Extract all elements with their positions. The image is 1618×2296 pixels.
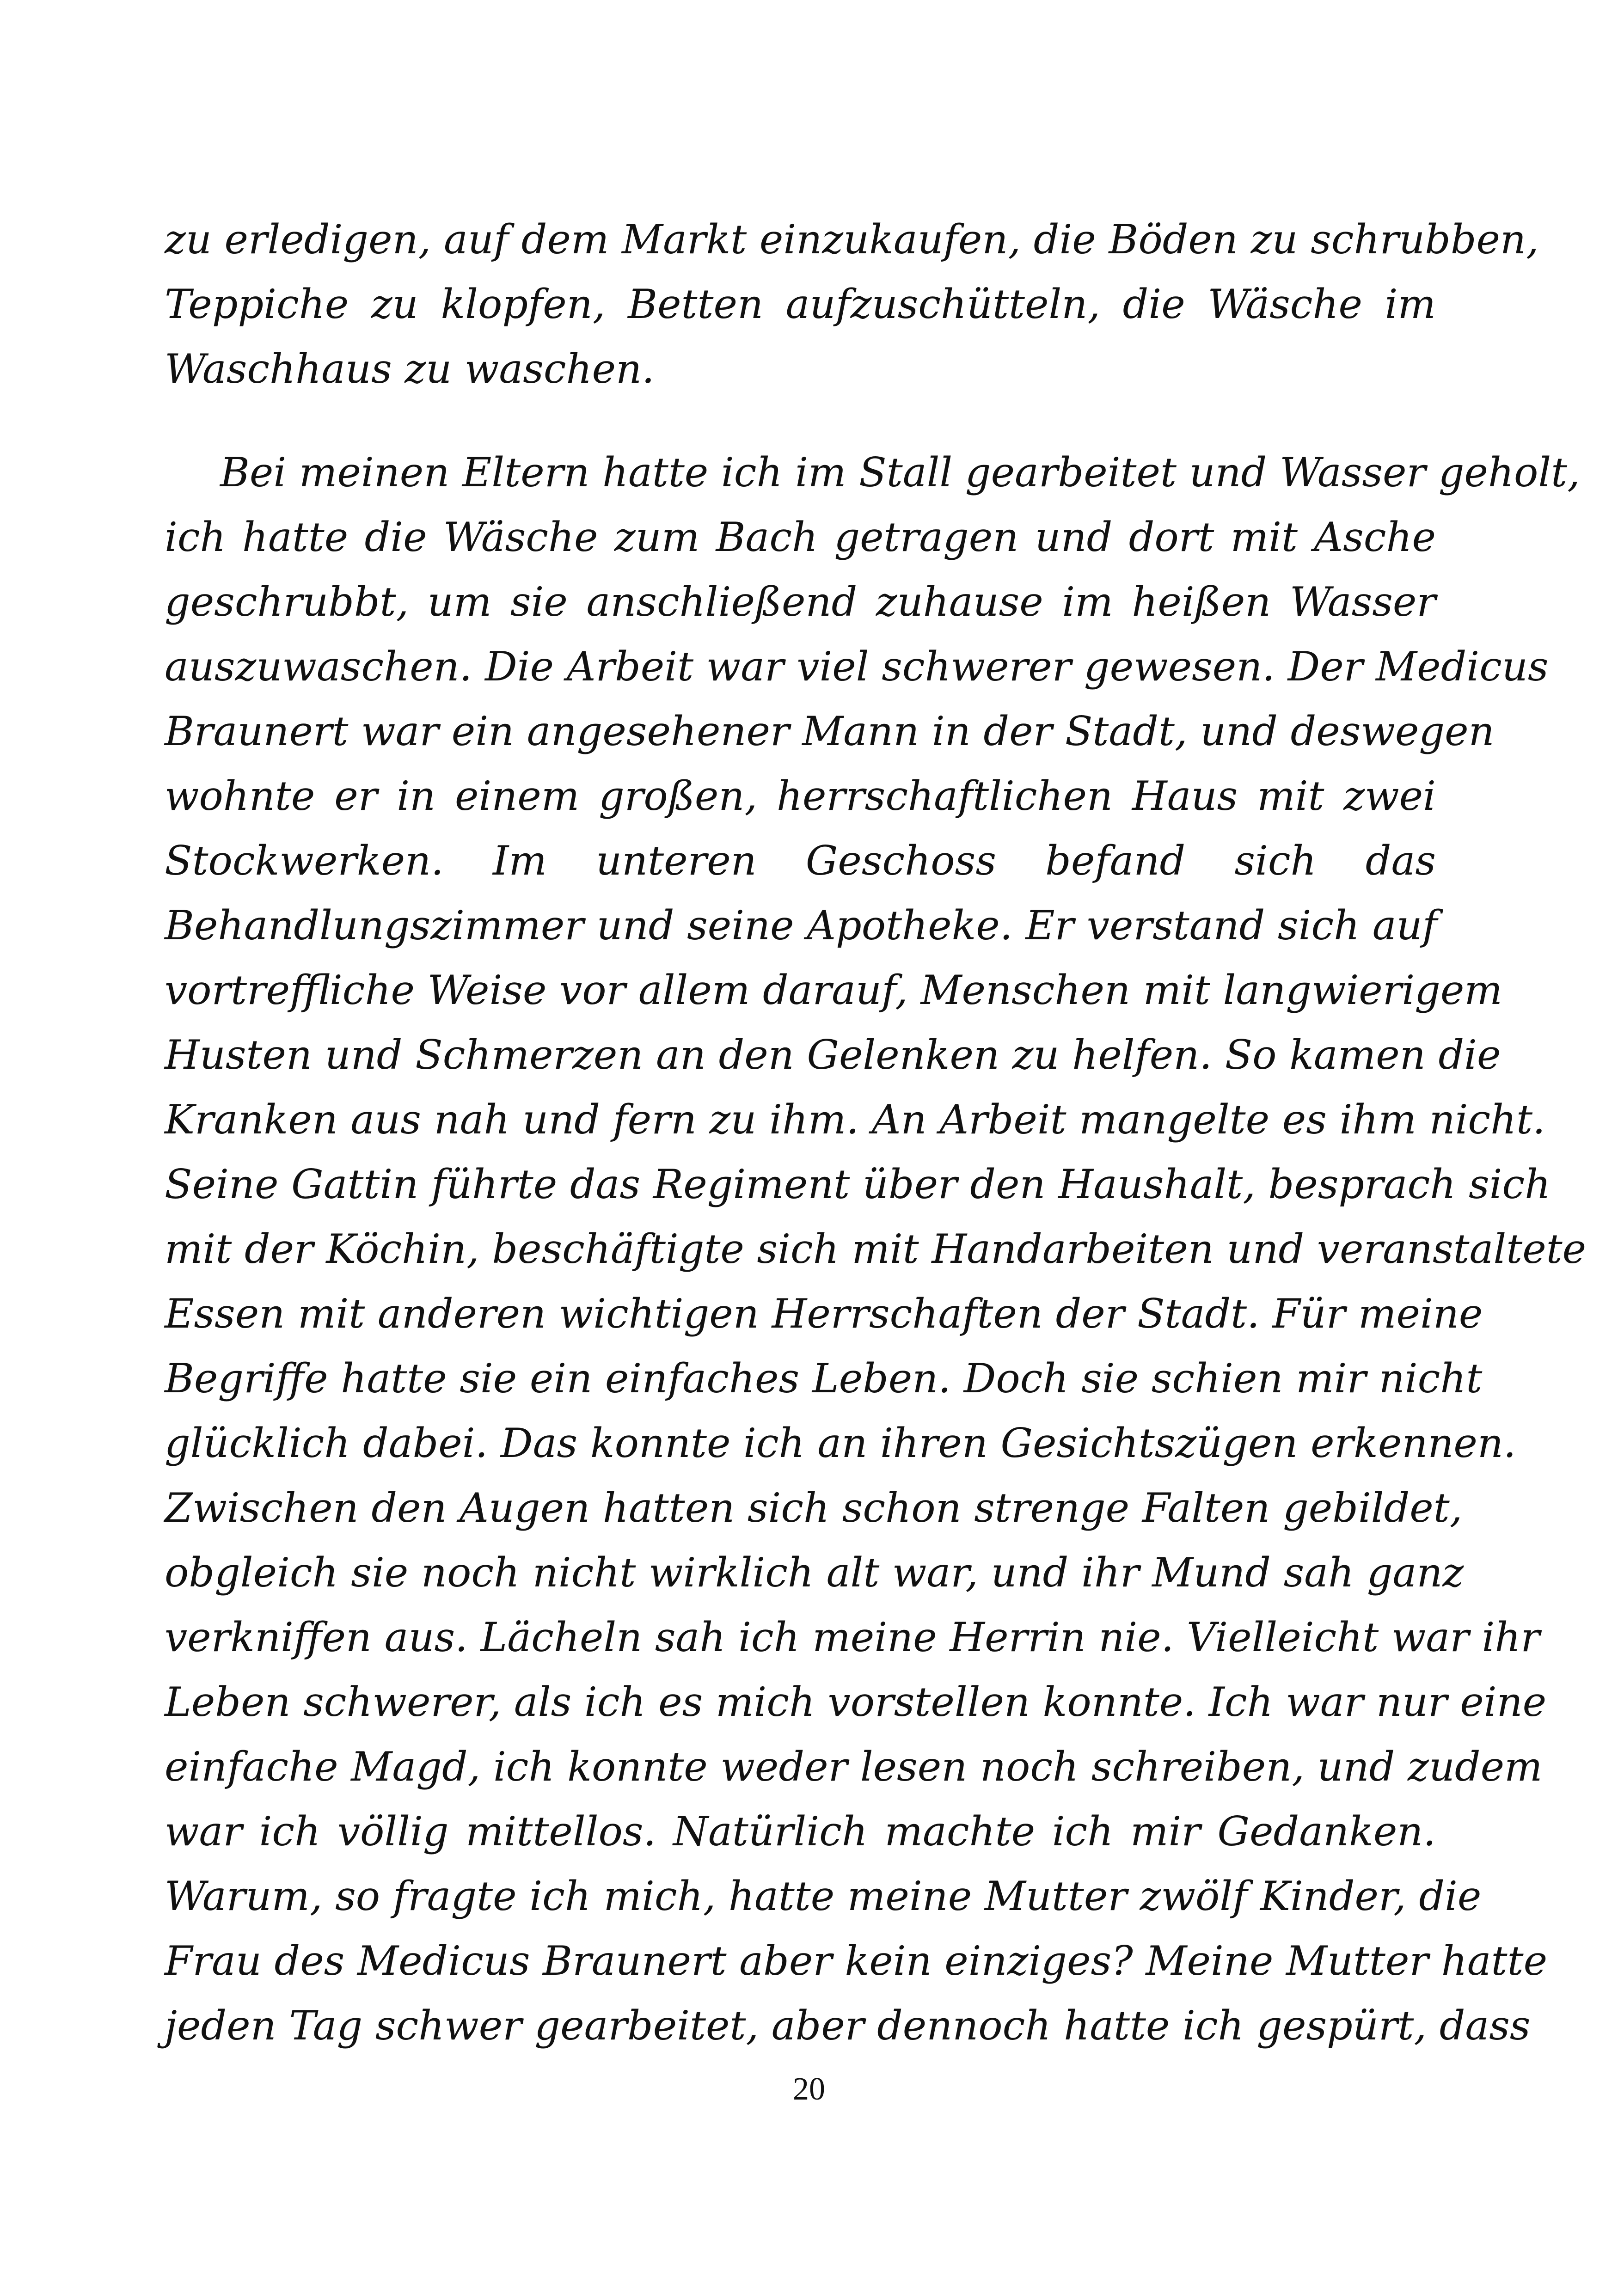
text-line: Seine Gattin führte das Regiment über den Haushalt, besprach sich [165, 1161, 1551, 1208]
text-line: auszuwaschen. Die Arbeit war viel schwerer gewesen. Der Medicus [165, 643, 1549, 690]
text-line: Zwischen den Augen hatten sich schon strenge Falten gebildet, [165, 1484, 1463, 1531]
text-line: mit der Köchin, beschäftigte sich mit Handarbeiten und veranstaltete [165, 1225, 1587, 1273]
paragraph-2 [165, 440, 1587, 2058]
text-line: Warum, so fragte ich mich, hatte meine Mutter zwölf Kinder, die [165, 1873, 1482, 1920]
text-line: war ich völlig mittellos. Natürlich machte ich mir Gedanken. [165, 1808, 1436, 1855]
text-line: einfache Magd, ich konnte weder lesen noch schreiben, und zudem [165, 1743, 1543, 1790]
text-line: Begriffe hatte sie ein einfaches Leben. Doch sie schien mir nicht [165, 1355, 1483, 1402]
text-line: Essen mit anderen wichtigen Herrschaften der Stadt. Für meine [165, 1290, 1483, 1337]
text-line: verkniffen aus. Lächeln sah ich meine Herrin nie. Vielleicht war ihr [165, 1614, 1540, 1661]
text-line: Husten und Schmerzen an den Gelenken zu helfen. So kamen die [165, 1031, 1501, 1078]
text-line: Waschhaus zu waschen. [165, 345, 655, 392]
paragraph-1 [165, 207, 1539, 401]
text-line: wohnte er in einem großen, herrschaftlichen Haus mit zwei [165, 772, 1436, 820]
text-line: Teppiche zu klopfen, Betten aufzuschütteln, die Wäsche im [165, 281, 1436, 328]
page-number: 20 [793, 2071, 825, 2107]
text-line: Leben schwerer, als ich es mich vorstellen konnte. Ich war nur eine [165, 1678, 1547, 1726]
text-line: glücklich dabei. Das konnte ich an ihren Gesichtszügen erkennen. [165, 1420, 1516, 1467]
text-line: jeden Tag schwer gearbeitet, aber dennoch hatte ich gespürt, dass [165, 2002, 1531, 2049]
text-line: Frau des Medicus Braunert aber kein einziges? Meine Mutter hatte [165, 1937, 1548, 1984]
text-line: Kranken aus nah und fern zu ihm. An Arbeit mangelte es ihm nicht. [165, 1096, 1545, 1143]
text-line: Bei meinen Eltern hatte ich im Stall gearbeitet und Wasser geholt, [220, 449, 1580, 496]
text-line: zu erledigen, auf dem Markt einzukaufen, die Böden zu schrubben, [165, 216, 1539, 263]
text-line: geschrubbt, um sie anschließend zuhause im heißen Wasser [165, 578, 1436, 625]
text-line: Stockwerken. Im unteren Geschoss befand sich das [165, 837, 1436, 884]
text-line: vortreffliche Weise vor allem darauf, Menschen mit langwierigem [165, 967, 1502, 1014]
text-line: Braunert war ein angesehener Mann in der Stadt, und deswegen [165, 708, 1495, 755]
text-line: ich hatte die Wäsche zum Bach getragen und dort mit Asche [165, 514, 1436, 561]
text-line: obgleich sie noch nicht wirklich alt war, und ihr Mund sah ganz [165, 1549, 1464, 1596]
text-line: Behandlungszimmer und seine Apotheke. Er verstand sich auf [165, 902, 1437, 949]
